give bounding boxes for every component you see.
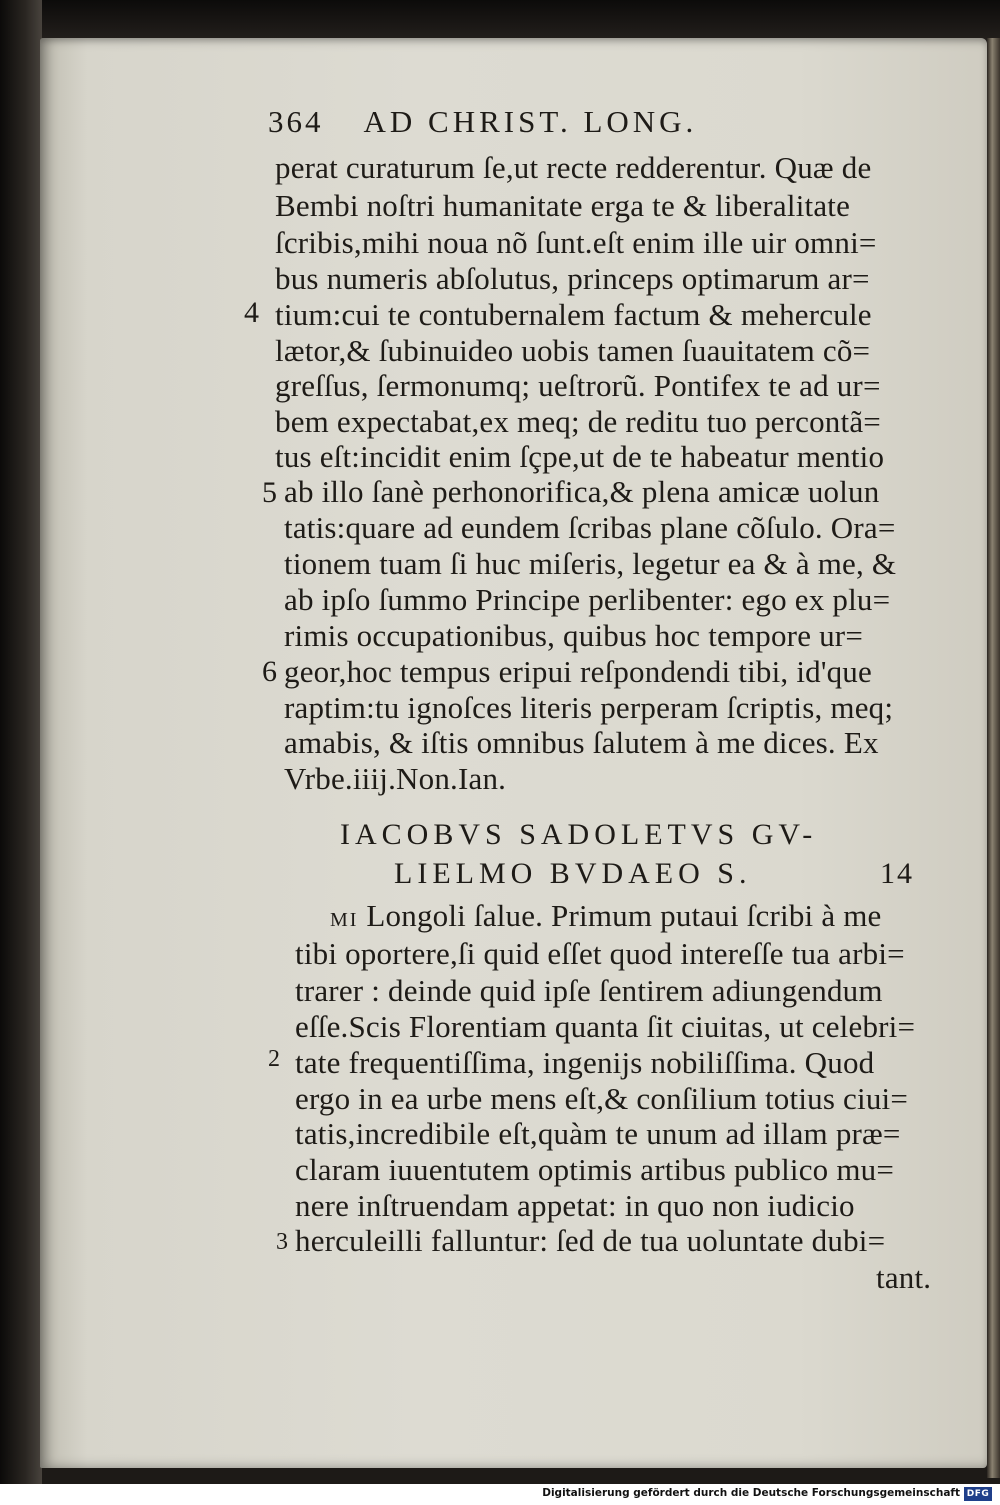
running-head [268, 104, 697, 140]
margin-number: 5 [262, 476, 277, 509]
text-line-content: Longoli ſalue. Primum putaui ſcribi à me [366, 898, 882, 933]
margin-number: 6 [262, 655, 277, 688]
margin-number: 2 [268, 1046, 280, 1072]
text-line: tatis:quare ad eundem ſcribas plane cõſulo. Ora= [284, 510, 896, 545]
letter-number: 14 [880, 857, 914, 890]
text-line: tibi oportere,ſi quid eſſet quod intereſſe tua arbi= [295, 936, 905, 971]
text-line: eſſe.Scis Florentiam quanta ſit ciuitas, ut celebri= [295, 1009, 916, 1044]
letter-heading-line1: IACOBVS SADOLETVS GV- [340, 818, 818, 851]
text-line: bus numeris abſolutus, princeps optimarum ar= [275, 261, 870, 296]
letter-heading-line2: LIELMO BVDAEO S. [394, 857, 752, 890]
text-line: tus eſt:incidit enim ſçpe,ut de te habeatur mentio [275, 439, 885, 474]
footer-bar [0, 1484, 1000, 1505]
page-number: 364 [268, 104, 324, 139]
text-line: ab illo ſanè perhonorifica,& plena amicæ uolun [284, 474, 880, 509]
text-line: perat curaturum ſe,ut recte redderentur. Quæ de [275, 150, 872, 185]
text-line: raptim:tu ignoſces literis perperam ſcriptis, meq; [284, 690, 894, 725]
text-line: nere inſtruendam appetat: in quo non iudicio [295, 1188, 855, 1223]
text-line: trarer : deinde quid ipſe ſentirem adiungendum [295, 973, 883, 1008]
dfg-logo: DFG [964, 1487, 992, 1501]
text-line: ſcribis,mihi noua nõ ſunt.eſt enim ille uir omni= [275, 225, 877, 260]
catchword: tant. [876, 1260, 932, 1295]
text-line: rimis occupationibus, quibus hoc tempore ur= [284, 618, 864, 653]
text-line: herculeilli falluntur: ſed de tua uoluntate dubi= [295, 1223, 886, 1258]
text-line: claram iuuentutem optimis artibus publico mu= [295, 1152, 895, 1187]
text-line: bem expectabat,ex meq; de reditu tuo percontã= [275, 404, 881, 439]
top-shadow [0, 0, 1000, 40]
text-line: greſſus, ſermonumq; ueſtrorũ. Pontifex te ad ur= [275, 368, 881, 403]
text-line: geor,hoc tempus eripui reſpondendi tibi, id'que [284, 654, 872, 689]
footer-credit: Digitalisierung gefördert durch die Deutsche Forschungsgemeinschaft [542, 1487, 960, 1499]
binding-shadow [0, 0, 42, 1484]
text-line: amabis, & iſtis omnibus ſalutem à me dices. Ex [284, 725, 879, 760]
margin-number: 4 [244, 296, 259, 329]
text-line: ergo in ea urbe mens eſt,& conſilium totius ciui= [295, 1081, 909, 1116]
text-line: tium:cui te contubernalem factum & mehercule [275, 297, 872, 332]
text-line: Bembi noſtri humanitate erga te & liberalitate [275, 188, 851, 223]
text-line: tatis,incredibile eſt,quàm te unum ad illam præ= [295, 1116, 901, 1151]
text-line: Vrbe.iiij.Non.Ian. [284, 761, 507, 796]
text-line: lætor,& ſubinuideo uobis tamen ſuauitatem cõ= [275, 333, 871, 368]
text-line [330, 900, 882, 931]
text-line: ab ipſo ſummo Principe perlibenter: ego ex plu= [284, 582, 891, 617]
page-edge [987, 38, 1000, 1478]
text-line: tate frequentiſſima, ingenijs nobiliſſima. Quod [295, 1045, 875, 1080]
running-head-title: AD CHRIST. LONG. [363, 104, 698, 139]
text-line: tionem tuam ſi huc miſeris, legetur ea & à me, & [284, 546, 897, 581]
margin-number: 3 [276, 1229, 288, 1255]
initial-letters: MI [330, 909, 359, 931]
